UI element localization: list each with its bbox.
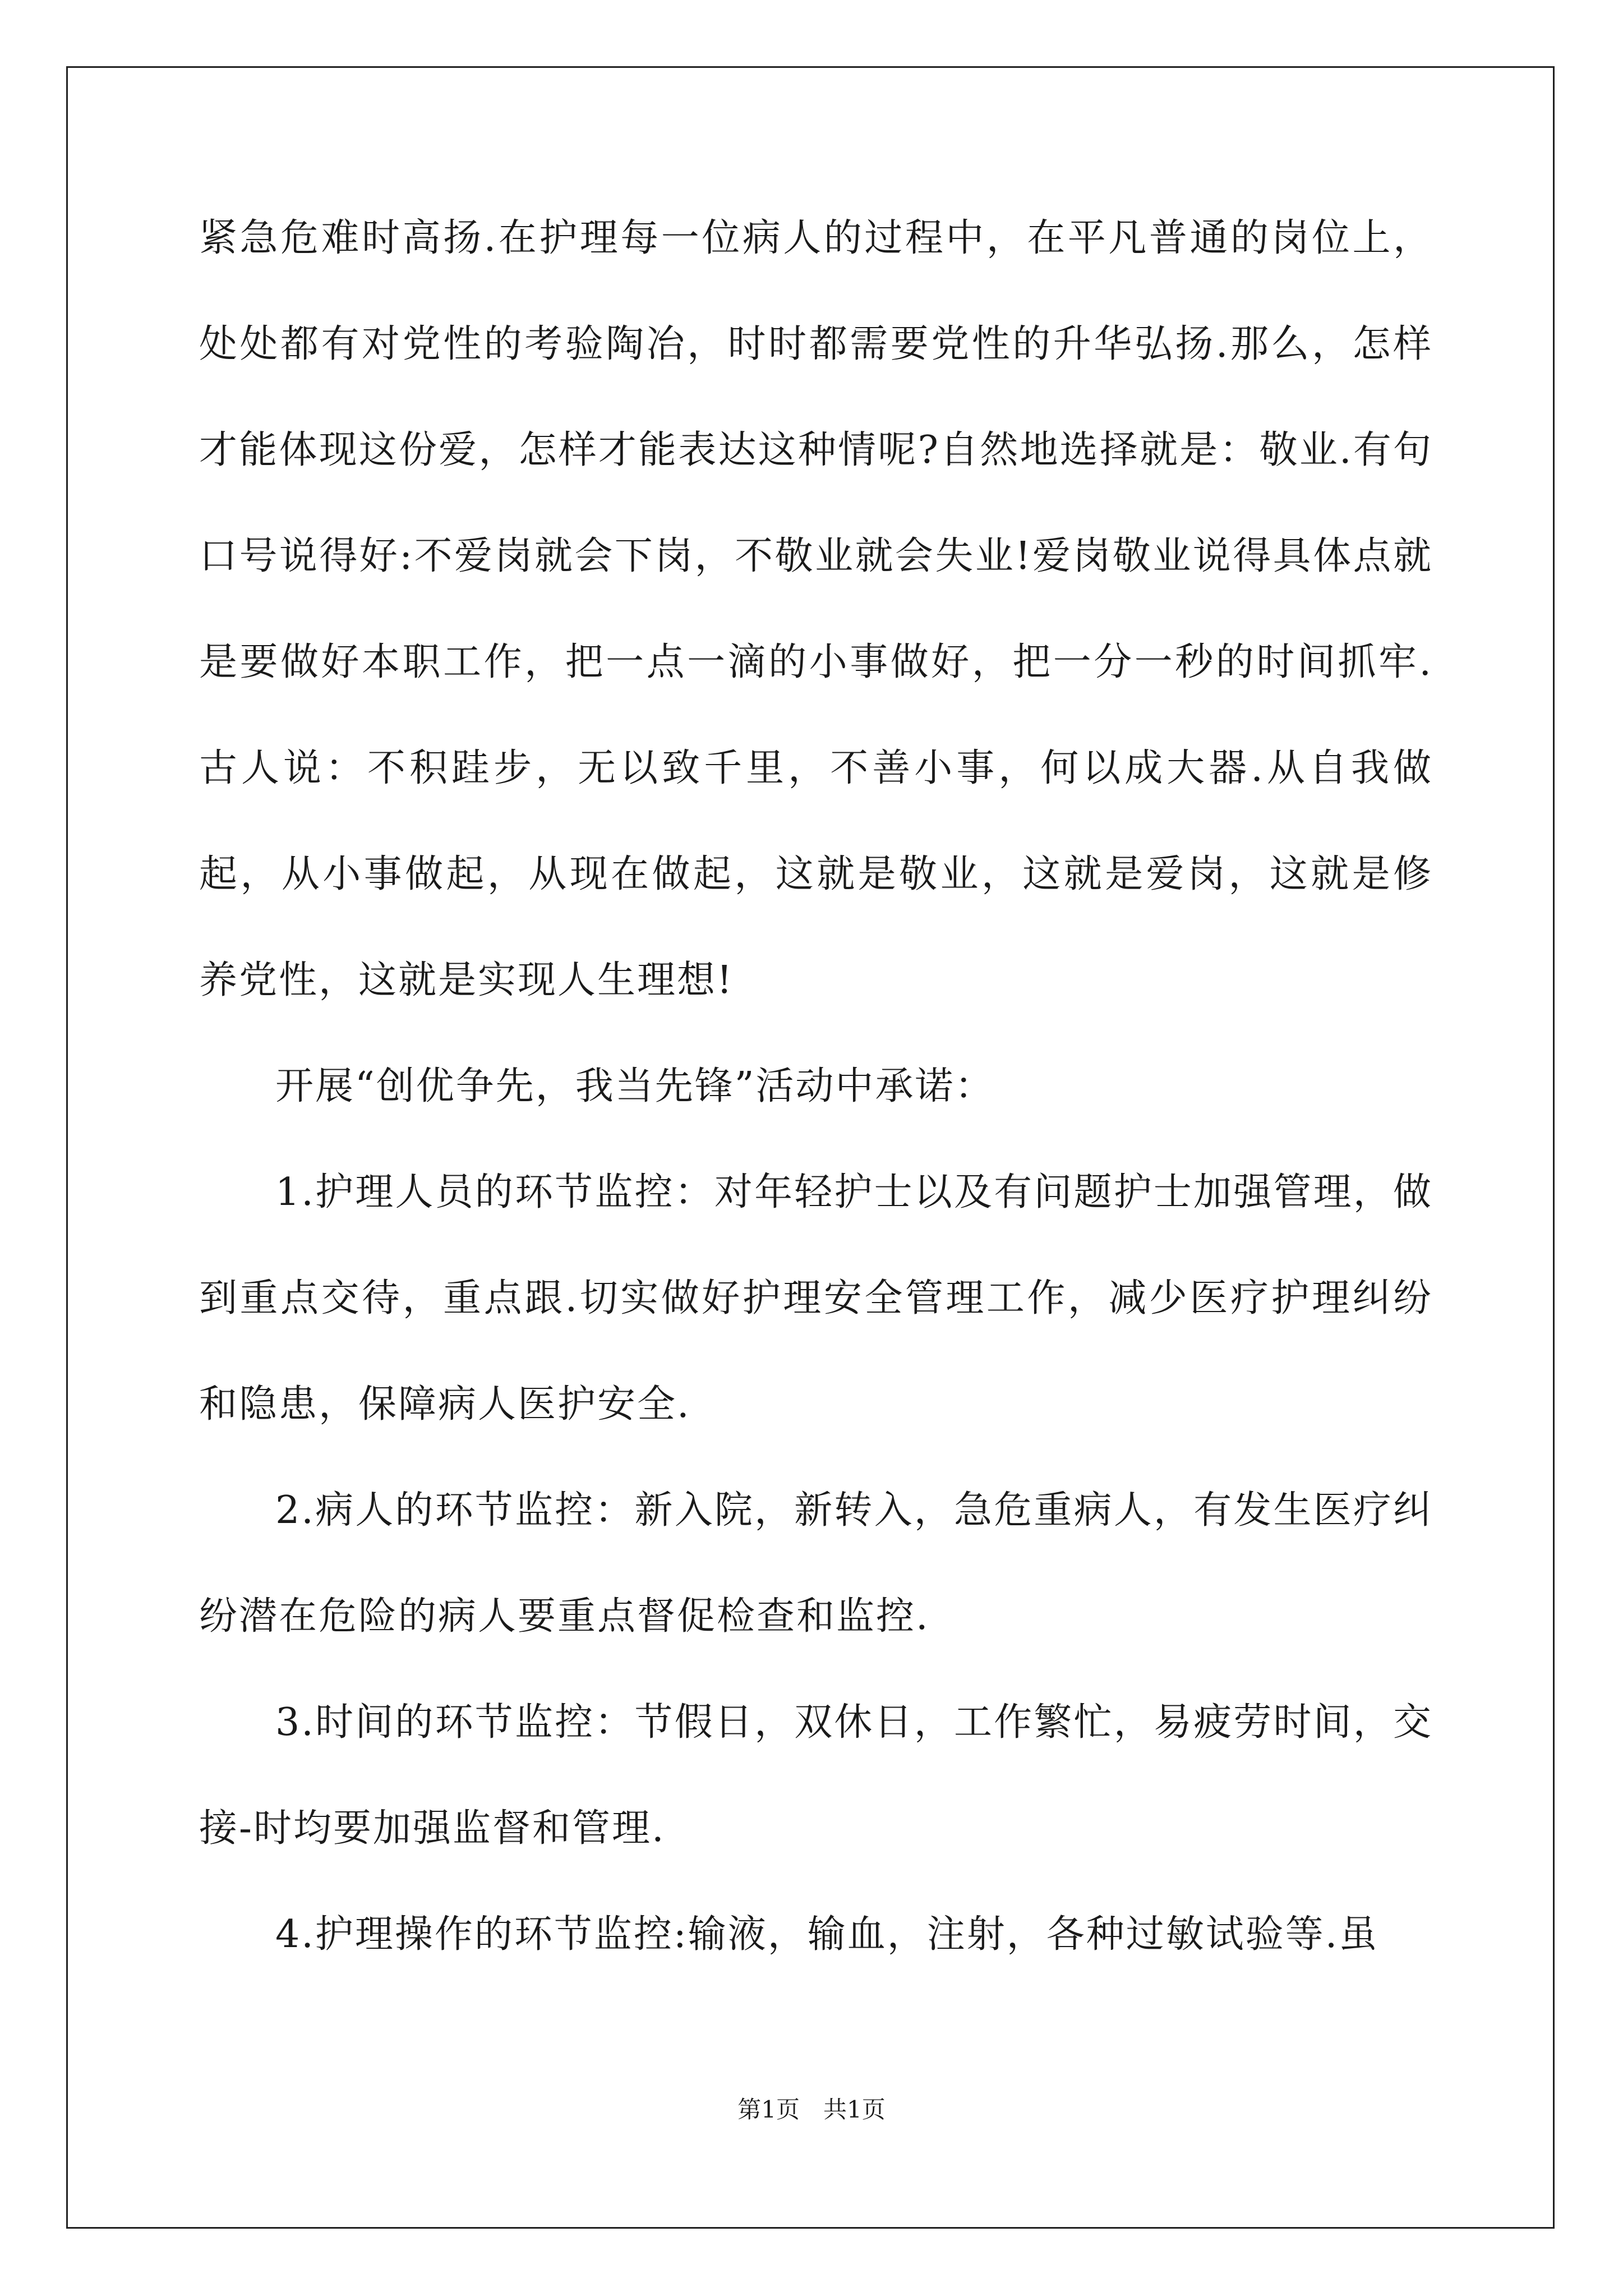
paragraph-item-2: 2.病人的环节监控：新入院，新转入，急危重病人，有发生医疗纠纷潜在危险的病人要重点督促检查和监控. (199, 1488, 1433, 1639)
paragraph-item-1: 1.护理人员的环节监控：对年轻护士以及有问题护士加强管理，做到重点交待，重点跟.切实做好护理安全管理工作，减少医疗护理纠纷和隐患，保障病人医护安全. (199, 1170, 1433, 1427)
paragraph-item-3: 3.时间的环节监控：节假日，双休日，工作繁忙，易疲劳时间，交接-时均要加强监督和管理. (199, 1700, 1433, 1851)
paragraph-promise-heading: 开展“创优争先，我当先锋”活动中承诺： (275, 1064, 995, 1108)
paragraph-item-4: 4.护理操作的环节监控:输液，输血，注射，各种过敏试验等.虽 (275, 1912, 1379, 1957)
document-body (199, 185, 1433, 1987)
paragraph-continuation: 紧急危难时高扬.在护理每一位病人的过程中，在平凡普通的岗位上，处处都有对党性的考验陶冶，时时都需要党性的升华弘扬.那么，怎样才能体现这份爱，怎样才能表达这种情呢?自然地选择就是：敬业.有句口号说得好:不爱岗就会下岗，不敬业就会失业!爱岗敬业说得具体点就是要做好本职工作，把一点一滴的小事做好，把一分一秒的时间抓牢.古人说：不积跬步，无以致千里，不善小事，何以成大器.从自我做起，从小事做起，从现在做起，这就是敬业，这就是爱岗，这就是修养党性，这就是实现人生理想! (199, 216, 1433, 1002)
page-number-footer: 第1页 共1页 (737, 2096, 886, 2123)
